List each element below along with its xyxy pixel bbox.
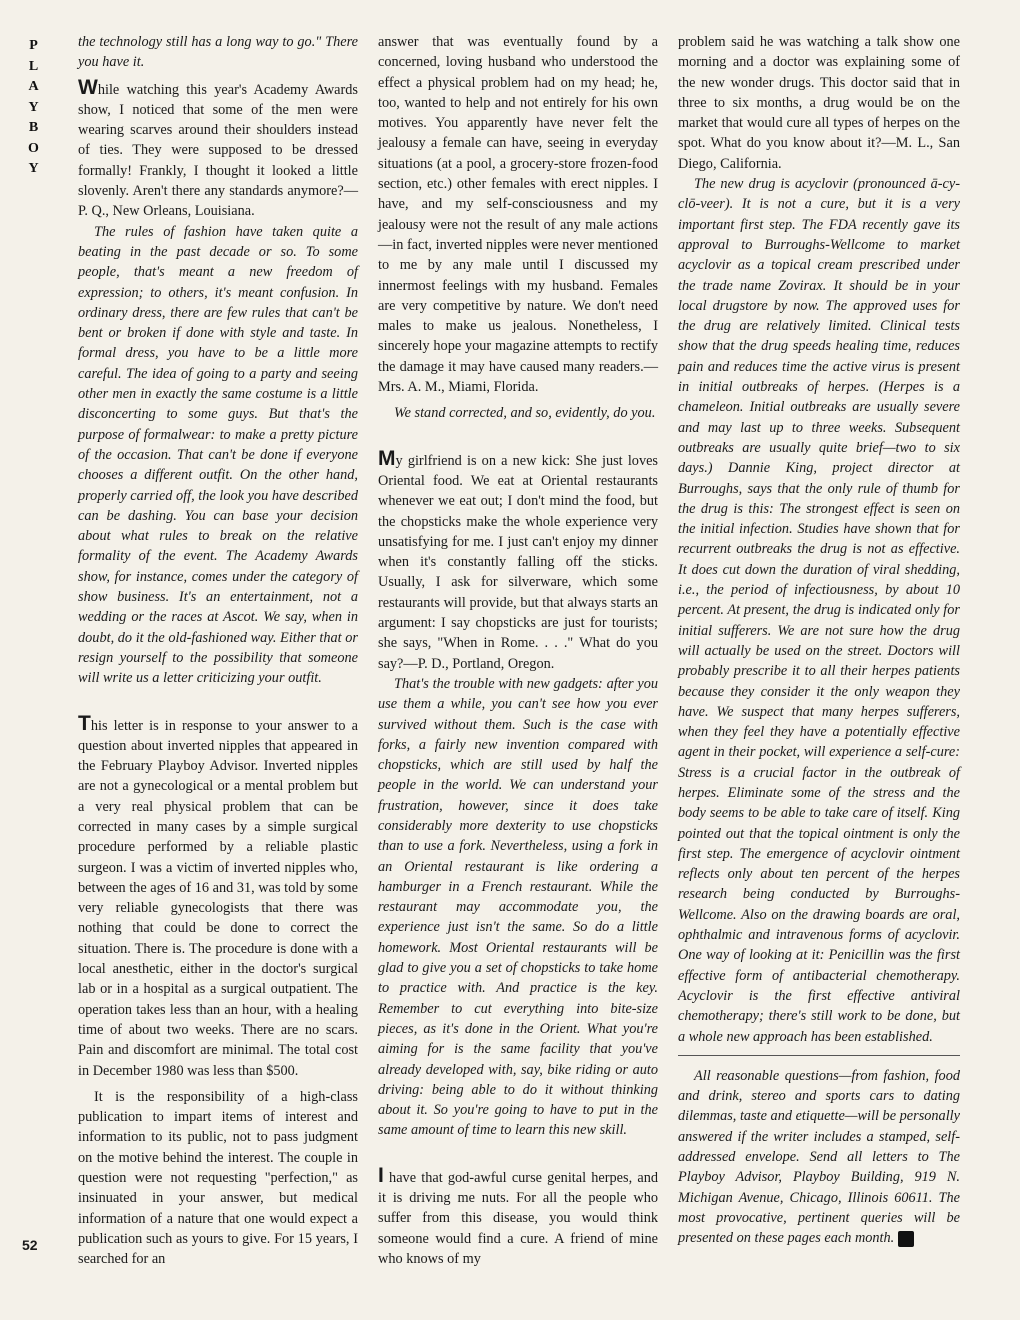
drop-initial: T — [78, 711, 91, 735]
reader-letter: My girlfriend is on a new kick: She just loves Oriental food. We eat at Oriental restaurants whenever we eat out; I don't mind the food, but the chopsticks make the whole experience very unsatisfying for me. I just can't enjoy my dinner when it's constantly falling off the sticks. Usually, I ask for silverware, which some restaurants will provide, but that always starts an argument: I say chopsticks are just for tourists; she says, "When in Rome. . . ." What do you say?—P. D., Portland, Oregon. — [378, 446, 658, 672]
reader-letter: answer that was eventually found by a concerned, loving husband who understood the effect a physical problem had on my head; he, too, wanted to help and not entirely for his own motives. You apparently have never felt the jealousy a female can have, seeing in everyday situations (at a pool, a grocery-store frozen-food section, etc.) other females with erect nipples. I have, and my self-consciousness and my jealousy were not the result of any male actions—in fact, inverted nipples were never mentioned to me by any male until I discussed my innermost feelings with my husband. Females are very competitive by nature. We don't need males to make us jealous. Nonetheless, I sincerely hope your magazine attempts to rectify the damage it may have caused many readers.—Mrs. A. M., Miami, Florida. — [378, 34, 658, 396]
divider-rule — [678, 1055, 960, 1056]
column-1 — [78, 32, 358, 1270]
reader-letter: problem said he was watching a talk show one morning and a doctor was explaining some of the new wonder drugs. This doctor said that in three to six months, a drug would be on the market that would cure all types of herpes on the spot. What do you know about it?—M. L., San Diego, California. — [678, 34, 960, 172]
reader-letter: I have that god-awful curse genital herpes, and it is driving me nuts. For all the people who suffer from this disease, you would think someone would find a cure. A friend of mine who knows of my — [378, 1163, 658, 1267]
reader-letter: It is the responsibility of a high-class publication to impart items of interest and information to its public, not to pass judgment on the motive behind the interest. The couple in question were not requesting "perfection," as insinuated in your answer, but medical information of a nature that one would expect a publication such as yours to give. For 15 years, I searched for an — [78, 1088, 358, 1268]
answer-text: We stand corrected, and so, evidently, do you. — [394, 405, 656, 422]
reader-letter: While watching this year's Academy Awards show, I noticed that some of the men were wearing scarves around their shoulders instead of ties. They were supposed to be dressed formally! Frankly, I thought it looked a little slovenly. Aren't there any standards anymore?—P. Q., New Orleans, Louisiana. — [78, 75, 358, 220]
answer-text: the technology still has a long way to go." There you have it. — [78, 34, 358, 71]
drop-initial: M — [378, 446, 396, 470]
column-3 — [678, 32, 960, 1249]
closing-note: All reasonable questions—from fashion, food and drink, stereo and sports cars to dating dilemmas, taste and etiquette—will be personally answered if the writer includes a stamped, self-addressed envelope. Send all letters to The Playboy Advisor, Playboy Building, 919 N. Michigan Avenue, Chicago, Illinois 60611. The most provocative, pertinent queries will be presented on these pages each month. Y — [678, 1067, 960, 1247]
magazine-side-label — [24, 36, 44, 180]
rabbit-logo-icon: Y — [898, 1231, 914, 1247]
column-2 — [378, 32, 658, 1269]
answer-text: That's the trouble with new gadgets: after you use them a while, you can't see how you ever survived without them. Such is the case with forks, a fairly new invention compared with chopsticks, which are still used by half the people in the world. We can understand your frustration, however, since it does take considerably more dexterity to use chopsticks than to use a fork. Nevertheless, using a fork in an Oriental restaurant is like ordering a hamburger in a French restaurant. While the restaurant may accommodate you, the experience just isn't the same. So do a little homework. Most Oriental restaurants will be glad to give you a set of chopsticks to take home to practice with. And practice is the key. Remember to cut everything into bite-size pieces, as it's done in the Orient. What you're aiming for is the same facility that you've already developed with, say, bike riding or auto driving: being able to do it without thinking about it. So you're going to have to put in the same amount of time to learn this new skill. — [378, 675, 658, 1139]
drop-initial: I — [378, 1163, 384, 1187]
reader-letter: This letter is in response to your answer to a question about inverted nipples that appeared in the February Playboy Advisor. Inverted nipples are not a gynecological or a mental problem but a very real physical problem that can be corrected in many cases by a simple surgical procedure performed by a reliable plastic surgeon. I was a victim of inverted nipples who, between the ages of 16 and 31, was told by some very reliable gynecologists that there was nothing that could be done to correct the situation. There is. The procedure is done with a local anesthetic, either in the doctor's surgical lab or in a hospital as a surgical outpatient. The operation takes less than an hour, with a healing time of about two weeks. There are no scars. Pain and discomfort are minimal. The total cost in December 1980 was less than $500. — [78, 711, 358, 1079]
answer-text: The rules of fashion have taken quite a beating in the past decade or so. To some people, that's meant a new freedom of expression; to others, it's meant confusion. In ordinary dress, there are few rules that can't be bent or broken if done with style and taste. In formal dress, you have to be a little more careful. The idea of going to a party and seeing other men in exactly the same costume is a little disconcerting to some guys. But that's the purpose of formalwear: to make a pretty picture of the occasion. That can't be done if everyone chooses a different outfit. On the other hand, properly carried off, the look you have described can be dashing. You can base your decision about what rules to break on the relative formality of the event. The Academy Awards show, for instance, comes under the category of show business. It's an entertainment, not a wedding or the races at Ascot. We say, when in doubt, do it the old-fashioned way. Either that or resign yourself to the possibility that someone will write us a letter criticizing your outfit. — [78, 223, 358, 687]
answer-text: The new drug is acyclovir (pronounced ā-cy-clō-veer). It is not a cure, but it is a very important first step. The FDA recently gave its approval to Burroughs-Wellcome to market acyclovir as a topical cream prescribed under the trade name Zovirax. It should be in your local drugstore by now. The approved uses for the drug are relatively limited. Clinical tests show that the drug speeds healing time, reduces pain and reduces time the active virus is present in initial outbreaks of herpes. (Herpes is a chameleon. Initial outbreaks are usually severe and may last up to three weeks. Subsequent outbreaks are usually quite brief—two to six days.) Dannie King, project director at Burroughs, says that the only rule of thumb for the drug is this: The strongest effect is seen on the initial infection. Studies have shown that for recurrent outbreaks the drug is not as effective. It does cut down the duration of viral shedding, i.e., the period of infectiousness, by about 10 percent. At present, the drug is indicated only for initial sufferers. We are not sure how the drug will actually be used on the street. Doctors will probably prescribe it to all their herpes patients because they consider it the only weapon they have. We suspect that many herpes sufferers, when they feel they have a potentially effective agent in their pocket, will experience a self-cure: Stress is a crucial factor in the outbreak of herpes. Eliminate some of the stress and the body seems to be able to take care of itself. King pointed out that the topical ointment is only the first step. The emergence of acyclovir ointment reflects only about ten percent of the herpes research being conducted by Burroughs-Wellcome. Also on the drawing boards are oral, ophthalmic and intravenous forms of acyclovir. One way of looking at it: Penicillin was the first effective form of antibacterial chemotherapy. Acyclovir is the first effective antiviral chemotherapy; there's still work to be done, but a whole new approach has been established. — [678, 176, 960, 1045]
page-number: 52 — [22, 1237, 38, 1253]
side-label-text: P L A Y B O Y — [28, 38, 40, 176]
drop-initial: W — [78, 75, 98, 99]
